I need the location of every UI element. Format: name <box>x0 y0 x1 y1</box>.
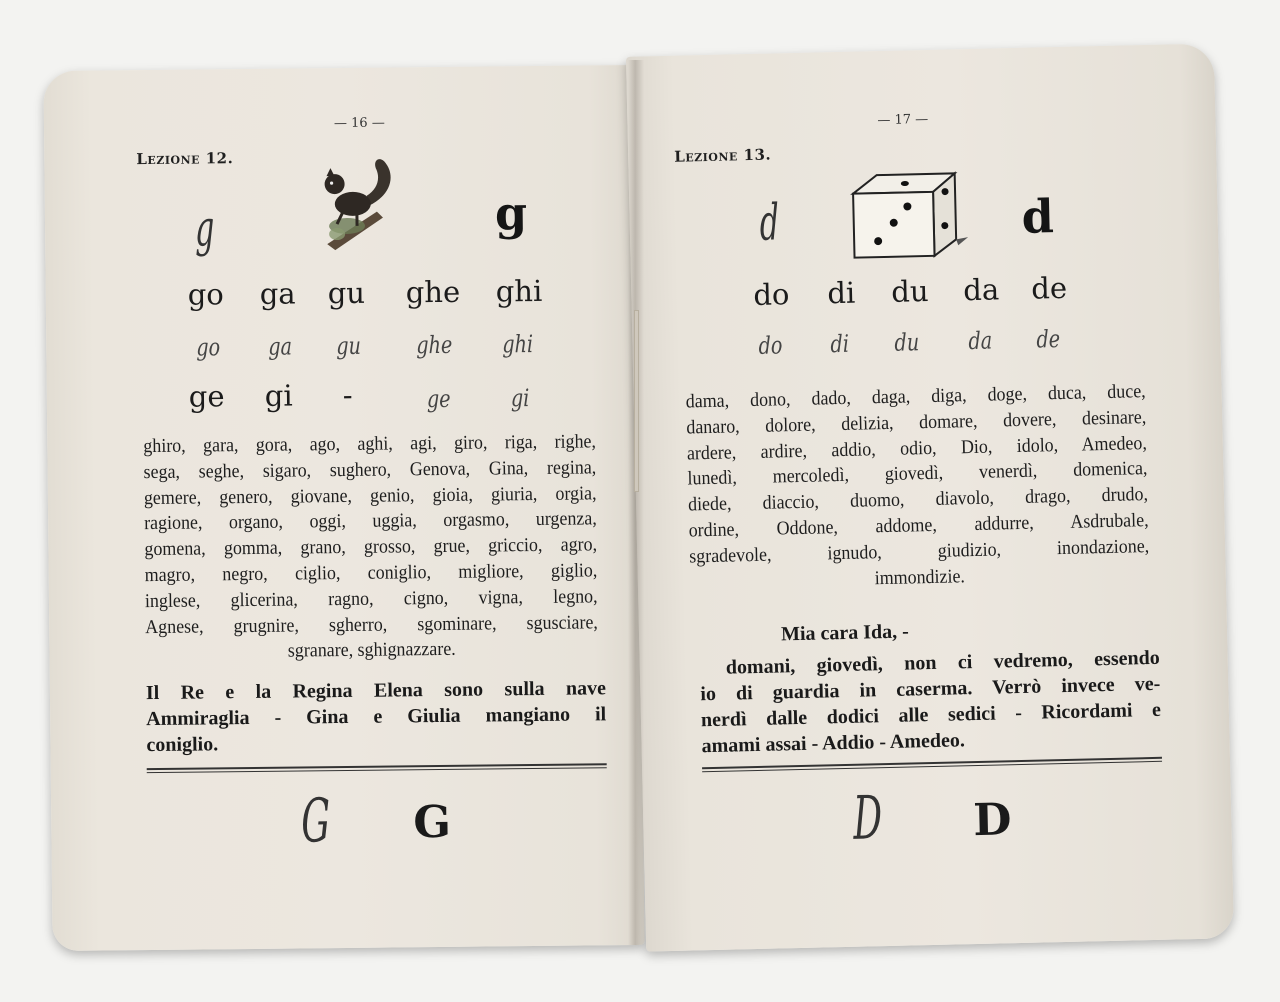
left-page <box>43 65 644 951</box>
letter-greeting <box>781 615 1082 648</box>
syllable: ga <box>259 276 296 311</box>
dash: - <box>342 377 353 413</box>
script-letter: g <box>194 199 215 258</box>
example-sentence <box>146 675 607 758</box>
letter-body <box>700 645 1162 759</box>
syllable: du <box>890 273 929 309</box>
word-line: ragione, organo, oggi, uggia, orgasmo, urgenza, <box>144 508 597 535</box>
syllable-script: da <box>968 326 993 356</box>
syllable: go <box>187 277 224 312</box>
word-line: ghiro, gara, gora, ago, aghi, agi, giro, riga, righe, <box>143 431 597 458</box>
syllable: di <box>826 275 856 311</box>
lesson-title: Lezione 13. <box>673 145 772 166</box>
syllable-script: du <box>894 328 920 357</box>
syllable-script: gu <box>336 331 362 361</box>
print-letter: g <box>494 186 528 241</box>
word-line: diede, diaccio, duomo, diavolo, drago, drudo, <box>687 484 1149 516</box>
sentence-line: Ammiraglia - Gina e Giulia mangiano il <box>146 703 607 731</box>
letter-line: domani, giovedì, non ci vedremo, essendo <box>725 646 1160 679</box>
syllable-script: do <box>758 331 783 360</box>
word-line: dama, dono, dado, daga, diga, doge, duca, duce, <box>685 381 1146 413</box>
word-line: gemere, genero, giovane, genio, gioia, giuria, orgia, <box>143 482 597 509</box>
syllable: da <box>962 272 1000 308</box>
syllable: ge <box>188 379 225 414</box>
word-line: ardere, ardire, addio, odio, Dio, idolo, Amedeo, <box>686 432 1148 465</box>
squirrel-illustration <box>306 155 403 252</box>
word-line: sega, seghe, sigaro, sughero, Genova, Gina, regina, <box>143 457 597 483</box>
syllable-script: ga <box>268 332 293 361</box>
capital-script-letter: D <box>852 783 883 854</box>
divider-rule <box>702 757 1162 772</box>
divider-rule <box>147 763 607 773</box>
word-line: danaro, dolore, delizia, domare, dovere, desinare, <box>686 406 1147 439</box>
page-number: — 16 — <box>333 115 385 132</box>
syllable-script: ge <box>426 384 451 414</box>
capital-print-letter: G <box>413 796 452 849</box>
capital-print-letter: D <box>972 794 1013 847</box>
word-line: ordine, Oddone, addome, addurre, Asdrubale, <box>688 510 1149 542</box>
letter-line: nerdì dalle dodici alle sedici - Ricordami e <box>700 698 1162 732</box>
syllable-script: ghi <box>502 330 534 359</box>
word-line: inglese, glicerina, ragno, cigno, vigna, legno, <box>144 586 598 612</box>
word-line: gomena, gomma, grano, grosso, grue, griccio, agro, <box>144 534 598 561</box>
binding-stitch <box>634 310 639 492</box>
capital-script-letter: G <box>300 786 331 857</box>
word-list <box>143 429 598 666</box>
sentence-line: Il Re e la Regina Elena sono sulla nave <box>145 677 607 705</box>
sentence-line: coniglio. <box>146 733 219 757</box>
dice-illustration <box>849 169 975 262</box>
syllable-script: go <box>196 333 221 362</box>
syllable-script: ghe <box>416 330 453 360</box>
syllable: gu <box>327 275 366 311</box>
syllable-script: gi <box>510 384 530 413</box>
book-spine <box>628 60 644 945</box>
right-page <box>626 43 1234 951</box>
word-line: magro, negro, ciglio, coniglio, migliore, giglio, <box>144 560 598 587</box>
syllable: gi <box>264 378 293 413</box>
word-list <box>685 379 1150 596</box>
syllable: de <box>1030 270 1068 306</box>
syllable-script: di <box>830 329 850 359</box>
word-line: sgranare, sghignazzare. <box>287 639 456 662</box>
word-line: lunedì, mercoledì, giovedì, venerdì, domenica, <box>687 458 1148 490</box>
letter-line: amami assai - Addio - Amedeo. <box>701 729 966 758</box>
letter-line: io di guardia in caserma. Verrò invece ve- <box>700 672 1161 706</box>
lesson-title: Lezione 12. <box>136 149 234 169</box>
syllable-script: de <box>1036 325 1061 354</box>
syllable: ghi <box>495 273 543 309</box>
greeting-line: Mia cara Ida, - <box>780 620 910 646</box>
word-line: Agnese, grugnire, sgherro, sgominare, sgusciare, <box>145 611 598 638</box>
word-line: immondizie. <box>874 565 966 589</box>
word-line: sgradevole, ignudo, giudizio, inondazione, <box>689 535 1150 568</box>
script-letter: d <box>759 193 780 252</box>
page-number: — 17 — <box>877 111 929 129</box>
syllable: ghe <box>405 274 461 310</box>
syllable: do <box>752 277 790 312</box>
print-letter: d <box>1021 189 1055 244</box>
